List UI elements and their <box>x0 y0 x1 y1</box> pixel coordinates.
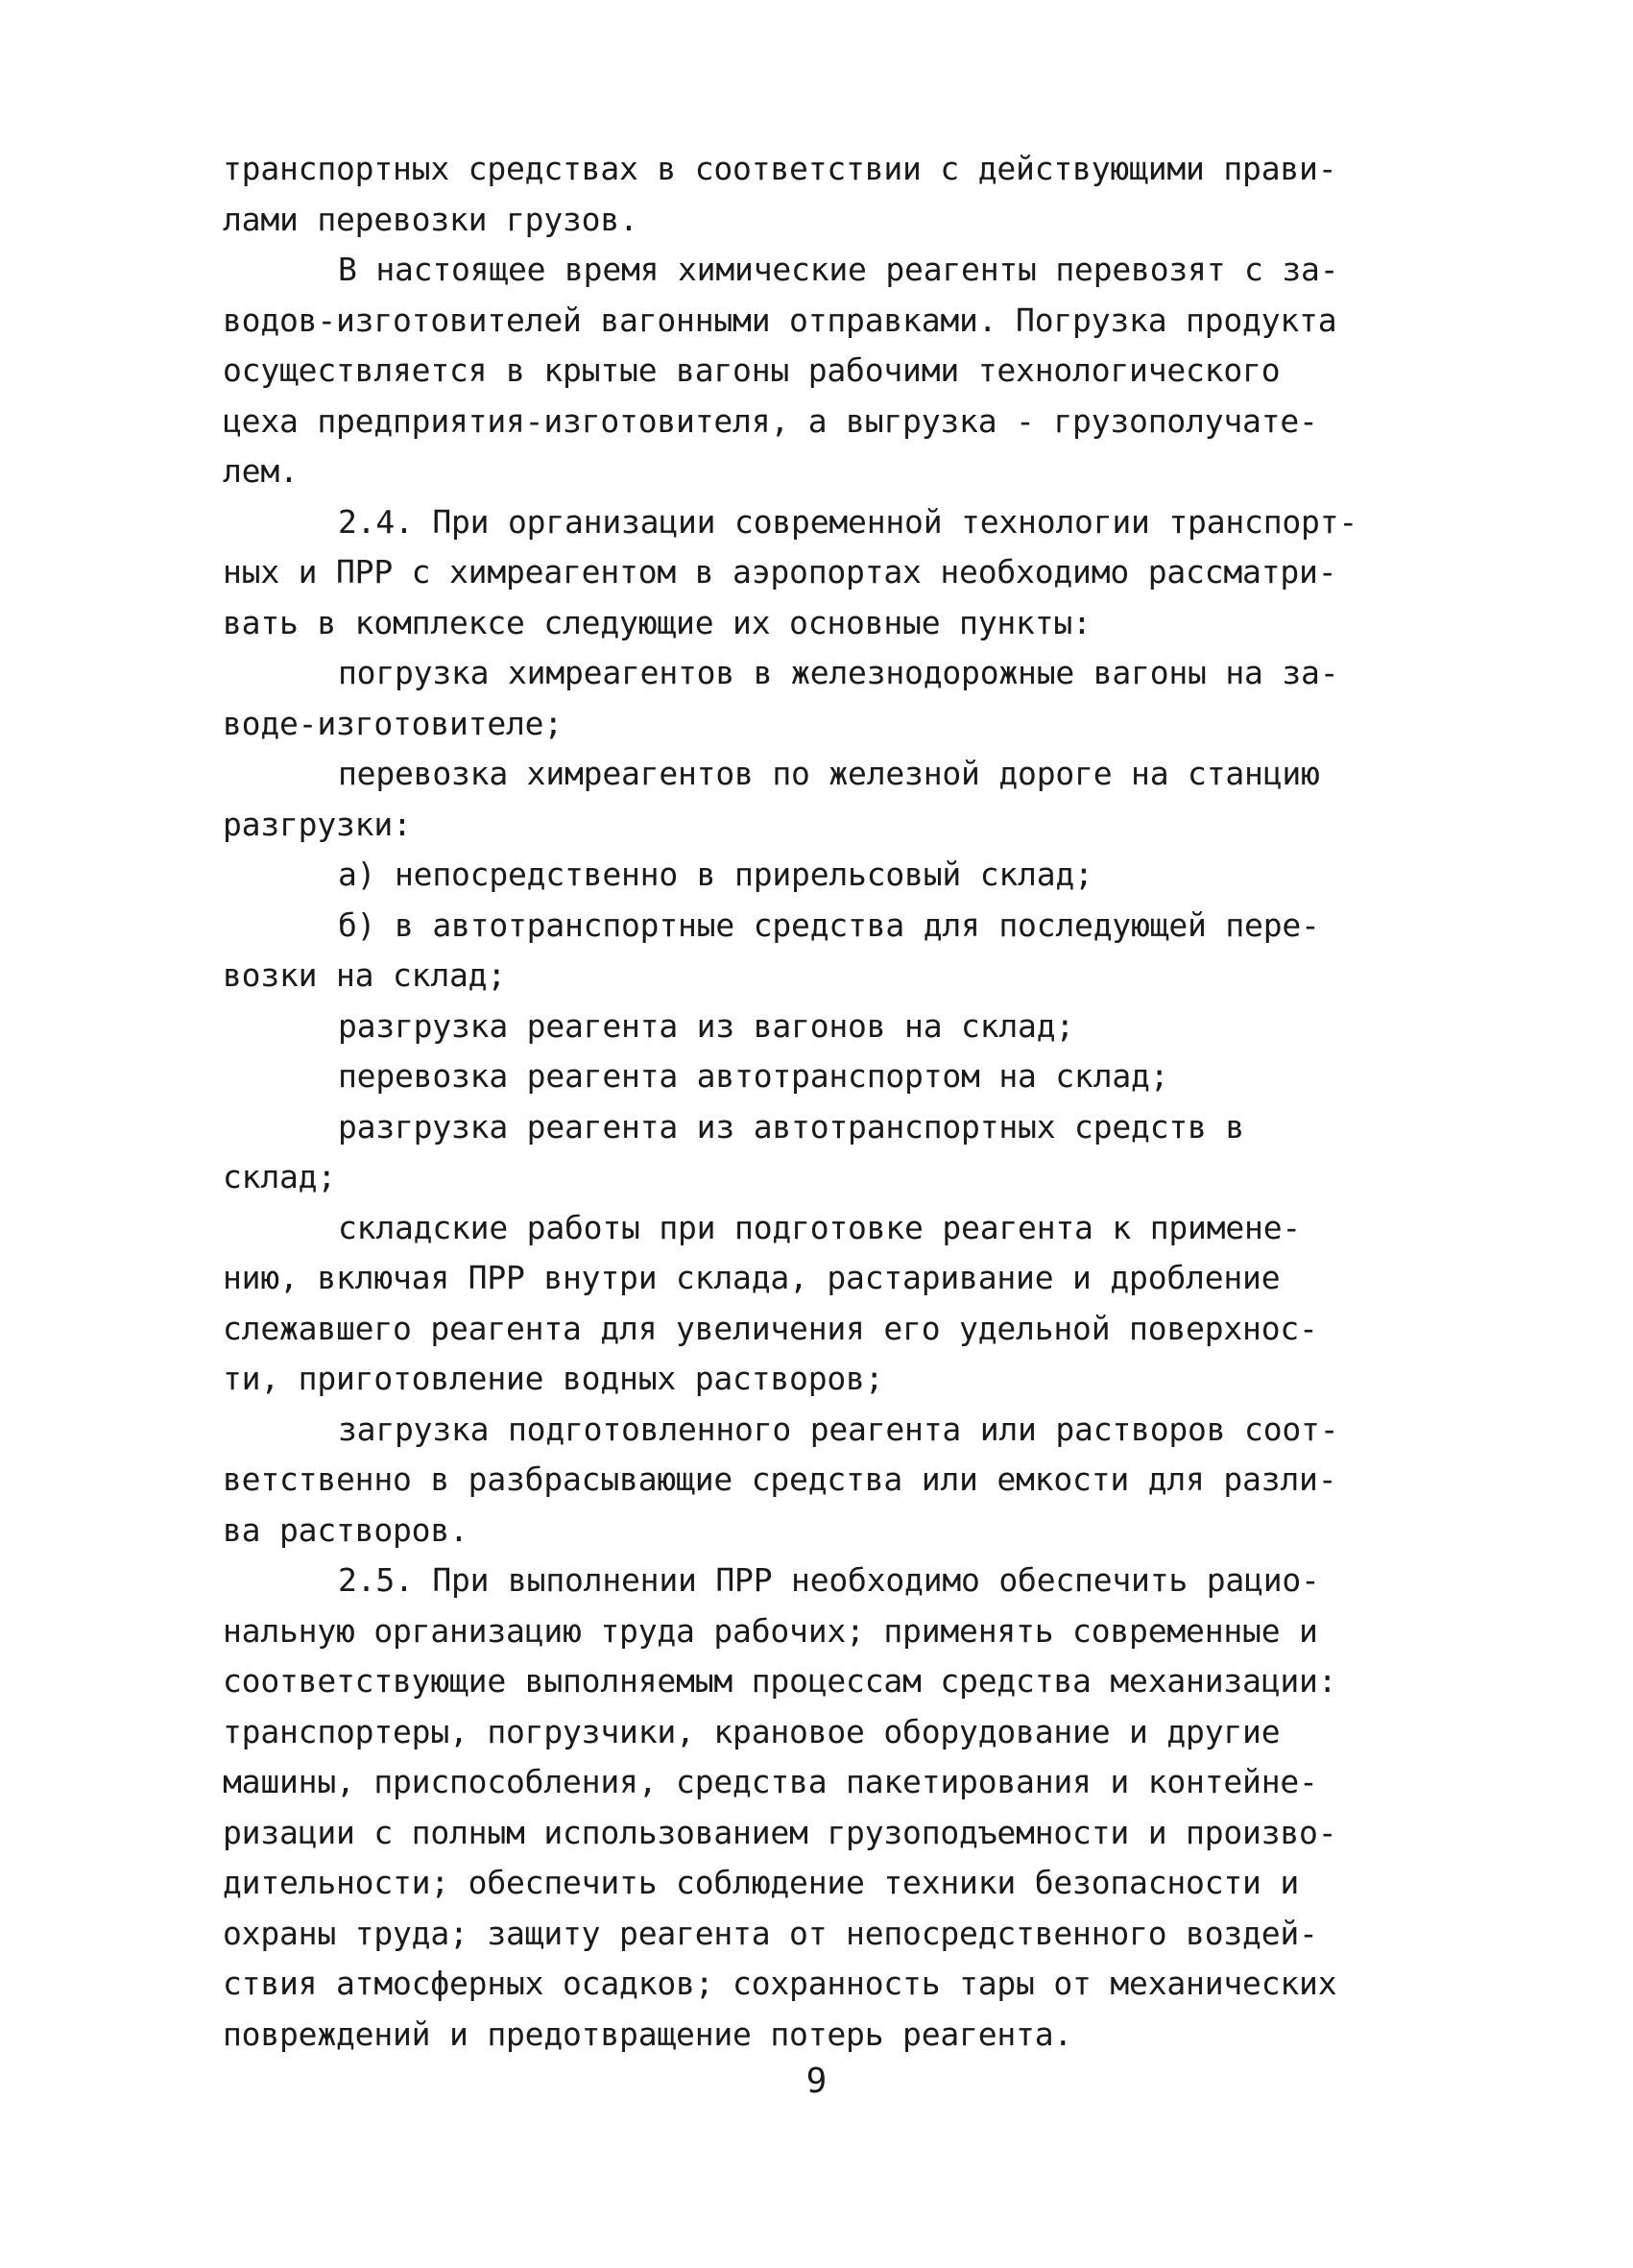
text-line: ных и ПРР с химреагентом в аэропортах необходимо рассматри- <box>223 553 1337 591</box>
list-item-line: погрузка химреагентов в железнодорожные вагоны на за- <box>338 654 1339 691</box>
text-line: дительности; обеспечить соблюдение техники безопасности и <box>223 1864 1300 1901</box>
text-line: лами перевозки грузов. <box>223 200 638 238</box>
text-line: ва растворов. <box>223 1510 468 1549</box>
sub-item-a-line: а) непосредственно в прирельсовый склад; <box>338 856 1093 893</box>
text-line: ствия атмосферных осадков; сохранность тары от механических <box>223 1965 1337 2002</box>
text-line: транспортеры, погрузчики, крановое оборудование и другие <box>223 1712 1281 1750</box>
section-2-5-line: 2.5. При выполнении ПРР необходимо обеспечить рацио- <box>338 1561 1320 1599</box>
text-line: осуществляется в крытые вагоны рабочими технологического <box>223 351 1281 389</box>
text-line: склад; <box>223 1158 337 1195</box>
list-item-line: перевозка химреагентов по железной дороге на станцию <box>338 755 1320 792</box>
text-line: ти, приготовление водных растворов; <box>223 1360 884 1397</box>
text-line: соответствующие выполняемым процессам средства механизации: <box>223 1662 1337 1700</box>
list-item-line: разгрузка реагента из вагонов на склад; <box>338 1006 1075 1045</box>
text-line: возки на склад; <box>223 956 507 994</box>
text-line: ветственно в разбрасывающие средства или емкости для разли- <box>223 1460 1337 1498</box>
text-line: водов-изготовителей вагонными отправками. Погрузка продукта <box>223 301 1337 339</box>
text-line: охраны труда; защиту реагента от непосредственного воздей- <box>223 1914 1318 1952</box>
text-line: транспортных средствах в соответствии с действующими прави- <box>223 150 1337 187</box>
page-number: 9 <box>805 2062 828 2101</box>
text-line: нальную организацию труда рабочих; применять современные и <box>223 1611 1318 1650</box>
text-line: машины, приспособления, средства пакетирования и контейне- <box>223 1763 1318 1800</box>
list-item-line: загрузка подготовленного реагента или растворов соот- <box>338 1410 1339 1448</box>
text-line: повреждений и предотвращение потерь реагента. <box>223 2015 1073 2053</box>
text-line: разгрузки: <box>223 805 412 843</box>
text-line: нию, включая ПРР внутри склада, растаривание и дробление <box>223 1259 1281 1296</box>
text-line: ризации с полным использованием грузоподъемности и произво- <box>223 1813 1337 1851</box>
paragraph-start-line: В настоящее время химические реагенты перевозят с за- <box>338 251 1339 288</box>
section-2-4-line: 2.4. При организации современной технологии транспорт- <box>338 502 1358 541</box>
text-line: слежавшего реагента для увеличения его удельной поверхнос- <box>223 1309 1318 1347</box>
list-item-line: перевозка реагента автотранспортом на склад; <box>338 1057 1169 1095</box>
text-line: лем. <box>223 452 299 490</box>
body-text <box>223 144 1423 2060</box>
text-line: цеха предприятия-изготовителя, а выгрузка - грузополучате- <box>223 401 1318 440</box>
text-line: вать в комплексе следующие их основные пункты: <box>223 603 1092 641</box>
text-line: воде-изготовителе; <box>223 704 564 742</box>
list-item-line: складские работы при подготовке реагента к применe- <box>338 1208 1302 1246</box>
sub-item-b-line: б) в автотранспортные средства для последующей пере- <box>338 905 1320 944</box>
list-item-line: разгрузка реагента из автотранспортных средств в <box>338 1107 1245 1146</box>
